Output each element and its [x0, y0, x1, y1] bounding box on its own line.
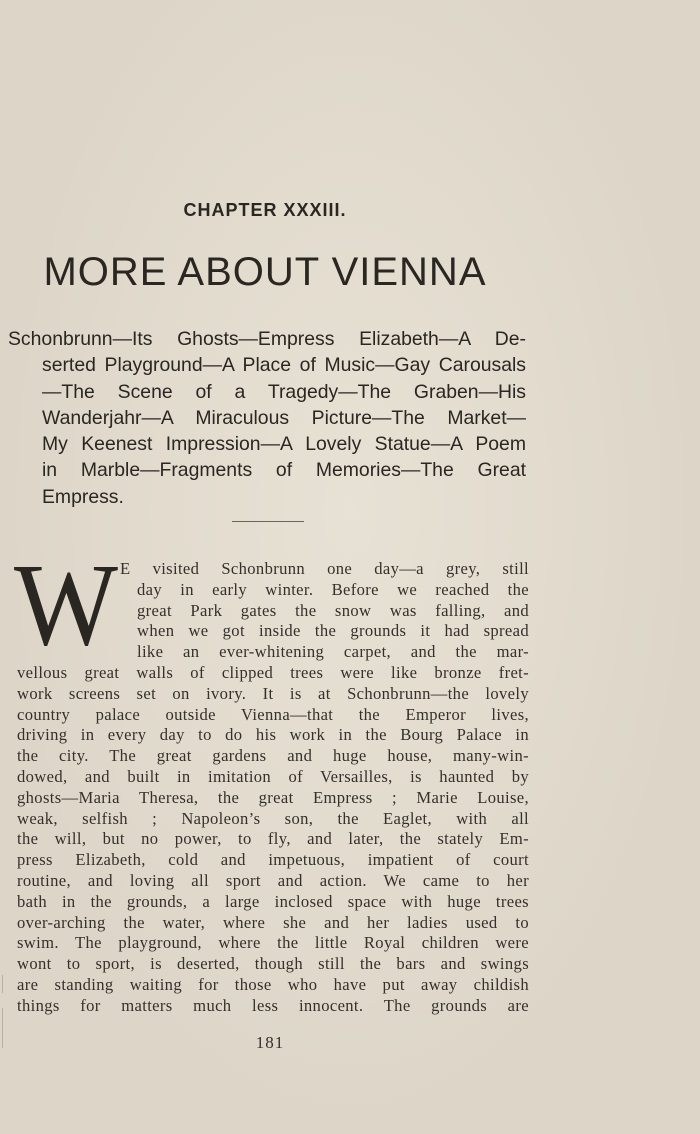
- body-line: vellous great walls of clipped trees were like bronze fret-: [17, 662, 529, 682]
- chapter-synopsis: [8, 326, 526, 510]
- synopsis-line: Empress.: [42, 485, 124, 508]
- body-line: routine, and loving all sport and action. We came to her: [17, 870, 529, 890]
- body-line: are standing waiting for those who have put away childish: [17, 974, 529, 994]
- body-line: over-arching the water, where she and her ladies used to: [17, 912, 529, 932]
- synopsis-line: serted Playground—A Place of Music—Gay Carousals: [42, 354, 526, 377]
- page-number: 181: [255, 1033, 285, 1052]
- drop-cap-letter: W: [14, 558, 119, 648]
- body-line: day in early winter. Before we reached the: [137, 579, 529, 599]
- body-line: ghosts—Maria Theresa, the great Empress ; Marie Louise,: [17, 787, 529, 807]
- synopsis-line: Wanderjahr—A Miraculous Picture—The Market—: [42, 406, 526, 429]
- page-edge-mark: [2, 975, 3, 993]
- body-line: driving in every day to do his work in the Bourg Palace in: [17, 725, 529, 745]
- synopsis-line: Schonbrunn—Its Ghosts—Empress Elizabeth—A De-: [8, 328, 526, 350]
- body-line: things for matters much less innocent. The grounds are: [17, 995, 529, 1015]
- body-line: swim. The playground, where the little Royal children were: [17, 933, 529, 953]
- section-divider: [232, 521, 304, 522]
- body-paragraph: [17, 559, 529, 1017]
- body-line: E visited Schonbrunn one day—a grey, still: [120, 559, 529, 578]
- body-line: wont to sport, is deserted, though still the bars and swings: [17, 954, 529, 974]
- body-line: when we got inside the grounds it had spread: [137, 621, 529, 641]
- body-line: great Park gates the snow was falling, and: [137, 600, 529, 620]
- body-line: the city. The great gardens and huge house, many-win-: [17, 746, 529, 766]
- body-line: country palace outside Vienna—that the Emperor lives,: [17, 704, 529, 724]
- body-line: dowed, and built in imitation of Versailles, is haunted by: [17, 766, 529, 786]
- page-edge-mark: [2, 1008, 3, 1048]
- body-line: work screens set on ivory. It is at Schonbrunn—the lovely: [17, 683, 529, 703]
- synopsis-line: —The Scene of a Tragedy—The Graben—His: [42, 380, 526, 403]
- body-line: weak, selfish ; Napoleon’s son, the Eaglet, with all: [17, 808, 529, 828]
- chapter-title: MORE ABOUT VIENNA: [43, 250, 487, 294]
- chapter-heading: CHAPTER XXXIII.: [183, 200, 347, 220]
- synopsis-line: My Keenest Impression—A Lovely Statue—A Poem: [42, 433, 526, 456]
- synopsis-line: in Marble—Fragments of Memories—The Great: [42, 459, 526, 482]
- body-line: the will, but no power, to fly, and later, the stately Em-: [17, 829, 529, 849]
- body-line: press Elizabeth, cold and impetuous, impatient of court: [17, 850, 529, 870]
- body-line: bath in the grounds, a large inclosed space with huge trees: [17, 891, 529, 911]
- body-line: like an ever-whitening carpet, and the mar-: [137, 642, 529, 662]
